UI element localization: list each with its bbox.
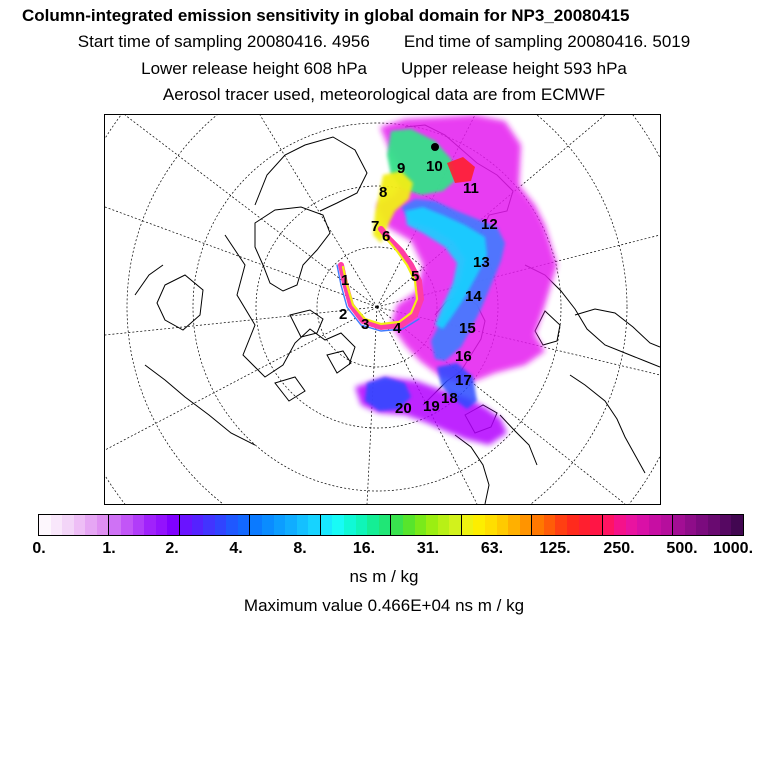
colorbar-swatch	[520, 515, 532, 535]
colorbar-swatch	[320, 515, 333, 535]
colorbar-swatch	[637, 515, 649, 535]
colorbar-tick-label: 63.	[480, 540, 504, 557]
track-label: 19	[423, 398, 440, 415]
colorbar-swatch	[62, 515, 74, 535]
colorbar-swatch	[555, 515, 567, 535]
colorbar-swatch	[403, 515, 415, 535]
colorbar-swatch	[390, 515, 403, 535]
track-label: 14	[465, 288, 482, 305]
colorbar-swatch	[731, 515, 743, 535]
sampling-time-line	[0, 32, 768, 52]
upper-release-height: Upper release height 593 hPa	[401, 59, 627, 78]
meridian	[105, 307, 377, 450]
colorbar-swatch	[497, 515, 509, 535]
track-label: 18	[441, 390, 458, 407]
colorbar-swatch	[192, 515, 204, 535]
colorbar-swatch	[614, 515, 626, 535]
meridian	[105, 307, 377, 335]
colorbar-swatch	[438, 515, 450, 535]
colorbar-swatch	[332, 515, 344, 535]
track-label: 12	[481, 216, 498, 233]
start-time: Start time of sampling 20080416. 4956	[77, 32, 370, 51]
latitude-circle	[105, 115, 660, 504]
colorbar-tick-labels	[0, 540, 768, 560]
colorbar-swatch	[285, 515, 297, 535]
colorbar-tick-label: 125.	[539, 540, 571, 557]
colorbar-swatch	[508, 515, 520, 535]
colorbar-swatch	[626, 515, 638, 535]
colorbar-swatch	[426, 515, 438, 535]
graticule	[105, 115, 660, 504]
plume-max-dot	[431, 143, 439, 151]
colorbar-swatch	[85, 515, 97, 535]
track-label: 9	[397, 160, 406, 177]
colorbar-swatch	[156, 515, 168, 535]
track-label: 10	[426, 158, 443, 175]
colorbar	[38, 514, 744, 536]
colorbar-swatch	[649, 515, 661, 535]
colorbar-swatch	[602, 515, 615, 535]
tracer-info-line: Aerosol tracer used, meteorological data are from ECMWF	[162, 85, 606, 104]
colorbar-swatch	[144, 515, 156, 535]
colorbar-tick-label: 0.	[32, 540, 46, 557]
colorbar-swatch	[179, 515, 192, 535]
colorbar-swatch	[262, 515, 274, 535]
colorbar-swatch	[356, 515, 368, 535]
colorbar-swatch	[274, 515, 286, 535]
colorbar-swatch	[249, 515, 262, 535]
colorbar-swatch	[708, 515, 720, 535]
colorbar-swatch	[367, 515, 379, 535]
colorbar-swatch	[51, 515, 63, 535]
track-label: 1	[341, 272, 350, 289]
colorbar-tick-label: 31.	[416, 540, 440, 557]
colorbar-tick-label: 2.	[165, 540, 179, 557]
colorbar-unit-label: ns m / kg	[349, 567, 419, 586]
colorbar-swatch	[133, 515, 145, 535]
track-label: 15	[459, 320, 476, 337]
track-label: 4	[393, 320, 402, 337]
colorbar-swatch	[720, 515, 732, 535]
colorbar-swatch	[74, 515, 86, 535]
colorbar-swatch	[579, 515, 591, 535]
colorbar-tick-label: 8.	[293, 540, 307, 557]
coast-hudson	[135, 265, 255, 445]
colorbar-swatch	[121, 515, 133, 535]
colorbar-swatch	[485, 515, 497, 535]
track-label: 2	[339, 306, 348, 323]
colorbar-tick-label: 4.	[229, 540, 243, 557]
colorbar-swatch	[449, 515, 461, 535]
colorbar-swatch	[379, 515, 391, 535]
colorbar-swatch	[297, 515, 309, 535]
polar-map	[105, 115, 660, 504]
colorbar-tick-label: 16.	[352, 540, 376, 557]
track-label: 13	[473, 254, 490, 271]
colorbar-swatch	[461, 515, 474, 535]
release-height-line	[0, 59, 768, 79]
colorbar-swatch	[308, 515, 320, 535]
coast-greenland	[255, 207, 330, 291]
colorbar-swatch	[215, 515, 227, 535]
colorbar-tick-label: 250.	[603, 540, 635, 557]
colorbar-swatch	[567, 515, 579, 535]
meridian	[105, 207, 380, 307]
track-label: 3	[361, 316, 370, 333]
coast-canada-arctic	[225, 137, 370, 377]
track-label: 5	[411, 268, 420, 285]
colorbar-swatch	[590, 515, 602, 535]
colorbar-tick-label: 1.	[102, 540, 116, 557]
coast-asia	[570, 309, 660, 473]
colorbar-swatch	[167, 515, 179, 535]
track-label: 8	[379, 184, 388, 201]
colorbar-swatch	[661, 515, 673, 535]
map-panel	[104, 114, 661, 505]
colorbar-swatch	[238, 515, 250, 535]
colorbar-tick-label: 1000.	[712, 540, 754, 557]
end-time: End time of sampling 20080416. 5019	[403, 32, 691, 51]
track-label: 11	[463, 180, 479, 197]
colorbar-swatch	[97, 515, 109, 535]
track-label: 17	[455, 372, 472, 389]
colorbar-swatch	[696, 515, 708, 535]
colorbar-swatch	[108, 515, 121, 535]
colorbar-swatch	[473, 515, 485, 535]
colorbar-swatch	[203, 515, 215, 535]
lower-release-height: Lower release height 608 hPa	[141, 59, 367, 78]
colorbar-swatch	[685, 515, 697, 535]
meridian	[260, 115, 380, 307]
plot-title: Column-integrated emission sensitivity in global domain for NP3_20080415	[22, 6, 630, 25]
track-label: 16	[455, 348, 472, 365]
track-label: 7	[371, 218, 380, 235]
colorbar-swatch	[415, 515, 427, 535]
track-label: 20	[395, 400, 412, 417]
colorbar-swatch	[544, 515, 556, 535]
track-label: 6	[382, 228, 391, 245]
colorbar-tick-label: 500.	[666, 540, 698, 557]
colorbar-swatch	[39, 515, 51, 535]
colorbar-swatch	[531, 515, 544, 535]
maximum-value-text: Maximum value 0.466E+04 ns m / kg	[243, 596, 525, 615]
colorbar-swatch	[226, 515, 238, 535]
colorbar-swatch	[672, 515, 685, 535]
colorbar-swatch	[344, 515, 356, 535]
